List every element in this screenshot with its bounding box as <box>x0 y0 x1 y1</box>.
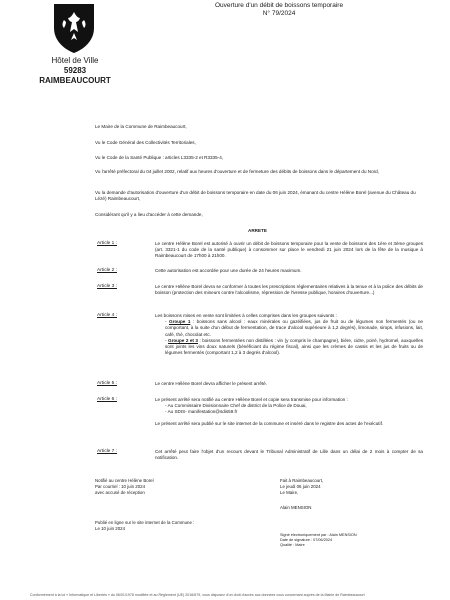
article-2-text: Cette autorisation est accordée pour une durée de 24 heures maximum. <box>155 268 302 273</box>
article-1-label: Article 1 : <box>97 241 117 246</box>
group-1-item: - Groupe 1 : boissons sans alcool : eaux minérales ou gazéifiées, jus de fruit ou de légumes non fermentés (ou ne comportant, à la suite d'un début de fermentation, de trace d'alcool supérieure à 1,2 degrés), limonade, sirops, infusions, lait, café, thé, chocolat etc. <box>165 319 423 337</box>
e-signature-block <box>280 533 420 547</box>
publication-line-1: Publié en ligne sur le site internet de la Commune : <box>95 520 195 525</box>
recipient-police-text: Au Commissaire Divisionnaire Chef de district de la Police de Douai, <box>167 403 307 409</box>
town-hall-label: Hôtel de Ville <box>51 56 99 65</box>
notification-block <box>95 478 225 495</box>
article-6-text-2: Le présent arrêté sera publié sur le site internet de la commune et inséré dans le registre des actes de l'exécutif. <box>155 420 384 426</box>
vu-demande: Vu la demande d'autorisation d'ouverture d'un débit de boissons temporaire en date du 06 juin 2024, émanant du centre Hélène Borel (avenue du Château du Lézé) Raimbeaucourt, <box>95 190 416 202</box>
decree-title: Ouverture d'un débit de boissons temporaire <box>215 2 344 9</box>
e-signature-signer: Signé électroniquement par : Alain MENSION <box>280 533 357 537</box>
signature-date: Le jeudi 06 juin 2024 <box>280 483 321 489</box>
group-3-title: Groupe 2 et 3 <box>168 337 198 343</box>
recipient-sdis: - Au SDIS- manifestation@sdis59.fr <box>165 409 238 415</box>
article-3-label: Article 3 : <box>97 284 117 289</box>
article-2-label: Article 2 : <box>97 268 117 273</box>
notification-line-3: avec accusé de réception <box>95 489 145 495</box>
town-crest-icon <box>52 2 96 54</box>
article-6-text-1: Le présent arrêté sera notifié au centre Hélène Borel et copie sera transmise pour information : <box>155 397 348 402</box>
notification-line-1: Notifié au centre Hélène Borel <box>95 478 154 483</box>
publication-line-2: Le 10 juin 2024 <box>95 525 126 531</box>
article-4-block <box>155 313 423 356</box>
article-5-label: Article 5 : <box>97 381 117 386</box>
article-6-label: Article 6 : <box>97 397 117 402</box>
group-1-text: : boissons sans alcool : eaux minérales ou gazéifiées, jus de fruit ou de légumes non fermentés (ou ne comportant, à la suite d'un début de fermentation, de trace d'alcool supérieure à 1,2 degrés), limonade, sirops, infusions, lait, café, thé, chocolat etc. <box>165 319 423 337</box>
vu-arrete-prefectoral: Vu l'arrêté préfectoral du 04 juillet 2002, relatif aux heures d'ouverture et de fermeture des débits de boissons dans le département du Nord, <box>95 169 380 174</box>
decree-title-block <box>215 2 343 18</box>
decree-number: N° 79/2024 <box>262 10 296 17</box>
signature-block <box>280 478 410 495</box>
e-signature-date: Date de signature : 07/06/2024 <box>280 537 333 542</box>
article-7-label: Article 7 : <box>97 449 117 454</box>
signature-title: Le Maire, <box>280 489 299 495</box>
article-1-text: Le centre Hélène Borel est autorisé à ouvrir un débit de boissons temporaire pour la vente de boissons des 1ère et 3ème groupes (art. 3321-1 du code de la santé publique) à consommer sur place le vendredi 21 juin 2024 lors de la fête de la musique à Raimbeaucourt de 17h00 à 21h00. <box>155 241 423 259</box>
group-1-title: Groupe 1 <box>169 319 191 325</box>
mayor-line: Le Maire de la Commune de Raimbeaucourt, <box>95 124 187 129</box>
notification-line-2: Par courriel : 10 juin 2024 <box>95 483 146 489</box>
vu-cgct: Vu le Code Général des Collectivités Territoriales, <box>95 140 196 145</box>
group-3-item: - Groupe 2 et 3 : boissons fermentées non distillées : vin (y compris le champagne), bière, cidre, poiré, hydromel, auxquelles sont joints les vins doux naturels (bénéficiant du régime fiscal), ainsi que les crèmes de cassis et les jus de fruits ou de légumes fermentés (comportant 1,2 à 3 degrés d'alcool). <box>165 337 424 356</box>
recipient-police: - Au Commissaire Divisionnaire Chef de district de la Police de Douai, <box>165 403 307 409</box>
footer-legal-text: Conformément à la loi « Informatique et Libertés » du 06/01/1978 modifiée et au Règlement (UE) 2016/679, vous disposez d'un droit d'accès aux données vous concernant auprès de la Mairie de Raimbeaucourt <box>30 593 365 597</box>
signature-place: Fait à Raimbeaucourt, <box>280 478 324 483</box>
vu-csp: Vu le Code de la Santé Publique : articles L3335-2 et R3335-4, <box>95 155 224 160</box>
article-5-text: Le centre Hélène Borel devra afficher le présent arrêté. <box>155 381 268 386</box>
town-hall-block <box>30 56 120 86</box>
considerant: Considérant qu'il y a lieu d'accéder à cette demande, <box>95 212 203 217</box>
group-3-text: : boissons fermentées non distillées : vin (y compris le champagne), bière, cidre, poiré, hydromel, auxquelles sont joints les vins doux naturels (bénéficiant du régime fiscal), ainsi que les crèmes de cassis et les jus de fruits ou de légumes fermentés (comportant 1,2 à 3 degrés d'alcool). <box>165 337 424 356</box>
recipient-sdis-text: Au SDIS- manifestation@sdis59.fr <box>167 409 238 415</box>
article-4-intro: Les boissons mises en vente sont limitées à celles comprises dans les groupes suivants : <box>155 313 337 318</box>
arrete-heading: ARRETE <box>248 228 267 233</box>
e-signature-quality: Qualité : Maire <box>280 542 305 547</box>
article-3-text: Le centre Hélène Borel devra se conformer à toutes les prescriptions réglementaires relatives à la tenue et à la police des débits de boisson (protection des mineurs contre l'alcoolisme, répression de l'ivresse publique, horaires d'ouverture...) <box>155 284 423 296</box>
publication-block <box>95 520 255 532</box>
town-address: 59283 RAIMBEAUCOURT <box>39 66 111 85</box>
article-6-block <box>155 397 423 427</box>
article-4-label: Article 4 : <box>97 313 117 318</box>
article-7-text: Cet arrêté peut faire l'objet d'un recours devant le Tribunal Administratif de Lille dans un délai de 2 mois à compter de sa notification. <box>155 449 423 461</box>
mayor-name: Alain MENSION <box>280 505 312 510</box>
